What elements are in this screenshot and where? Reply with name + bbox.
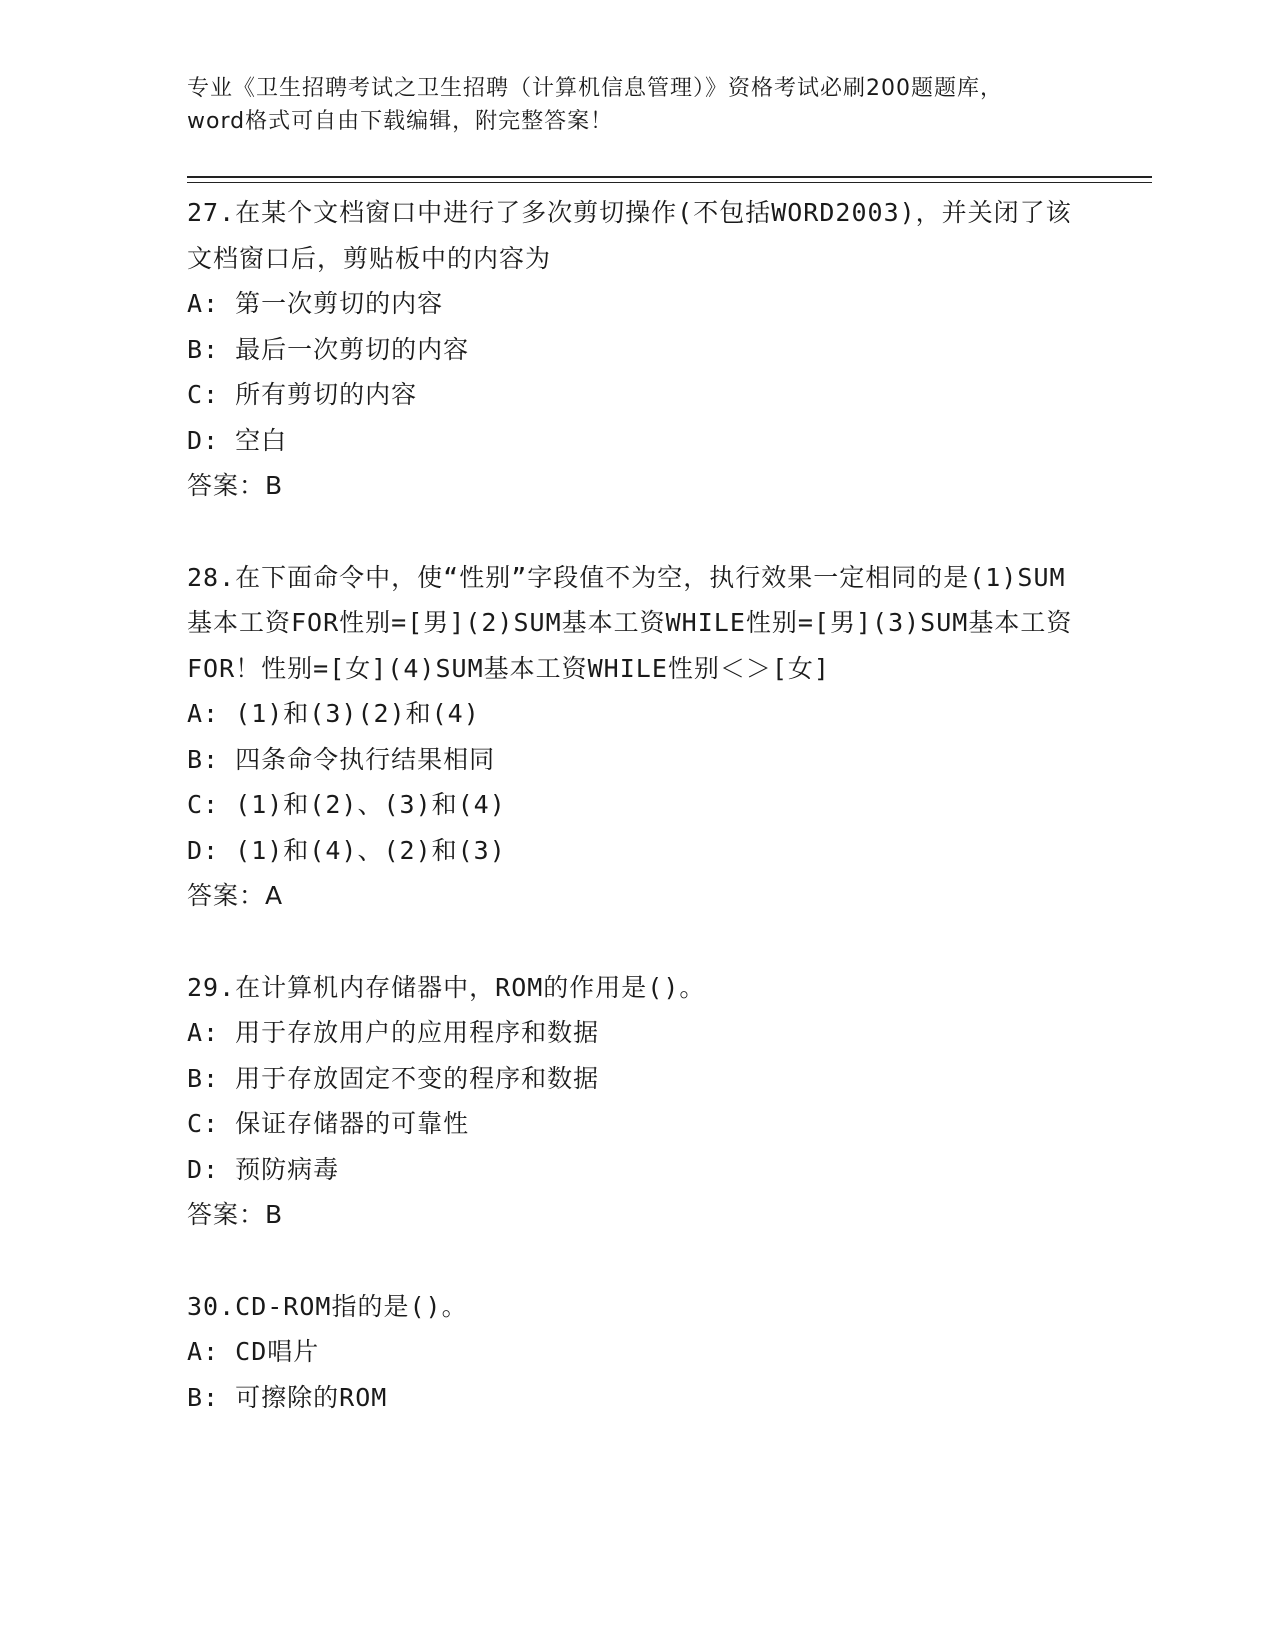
header-line-2: word格式可自由下载编辑，附完整答案！ — [187, 109, 614, 134]
question-30 — [187, 1284, 1087, 1421]
option-a: A: 用于存放用户的应用程序和数据 — [187, 1018, 600, 1047]
question-stem: 29.在计算机内存储器中，ROM的作用是()。 — [187, 972, 706, 1002]
question-29 — [187, 965, 1087, 1238]
question-27 — [187, 190, 1087, 509]
option-b: B: 可擦除的ROM — [187, 1382, 388, 1412]
option-a: A: 第一次剪切的内容 — [187, 289, 444, 318]
option-d: D: 空白 — [187, 425, 288, 455]
header-divider-thick — [187, 176, 1152, 178]
option-b: B: 四条命令执行结果相同 — [187, 744, 496, 774]
question-stem: 27.在某个文档窗口中进行了多次剪切操作(不包括WORD2003)，并关闭了该文档窗口后，剪贴板中的内容为 — [187, 198, 1072, 273]
option-b: B: 用于存放固定不变的程序和数据 — [187, 1063, 600, 1093]
option-d: D: (1)和(4)、(2)和(3) — [187, 835, 506, 865]
option-c: C: 保证存储器的可靠性 — [187, 1109, 470, 1138]
option-a: A: (1)和(3)(2)和(4) — [187, 699, 480, 728]
answer-label: 答案：B — [187, 1200, 284, 1229]
option-a: A: CD唱片 — [187, 1337, 320, 1366]
question-stem: 28.在下面命令中，使“性别”字段值不为空，执行效果一定相同的是(1)SUM基本工资FOR性别=[男](2)SUM基本工资WHILE性别=[男](3)SUM基本工资FOR！性别=[女](4)SUM基本工资WHILE性别＜＞[女] — [187, 562, 1073, 683]
option-d: D: 预防病毒 — [187, 1154, 340, 1184]
option-b: B: 最后一次剪切的内容 — [187, 334, 470, 364]
option-c: C: 所有剪切的内容 — [187, 380, 418, 409]
option-c: C: (1)和(2)、(3)和(4) — [187, 790, 506, 819]
question-list — [187, 190, 1087, 1466]
answer-label: 答案：A — [187, 881, 284, 910]
header-line-1: 专业《卫生招聘考试之卫生招聘（计算机信息管理）》资格考试必刷200题题库， — [187, 76, 1003, 101]
answer-label: 答案：B — [187, 471, 284, 500]
document-header — [187, 72, 1087, 138]
question-28 — [187, 555, 1087, 919]
question-stem: 30.CD-ROM指的是()。 — [187, 1291, 468, 1321]
header-divider-thin — [187, 182, 1152, 183]
